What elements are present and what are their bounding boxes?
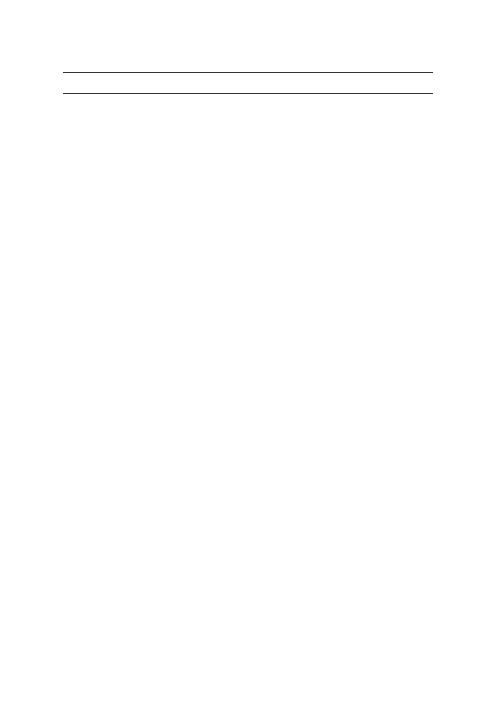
top-rule bbox=[63, 72, 433, 73]
title-rule bbox=[63, 93, 433, 94]
